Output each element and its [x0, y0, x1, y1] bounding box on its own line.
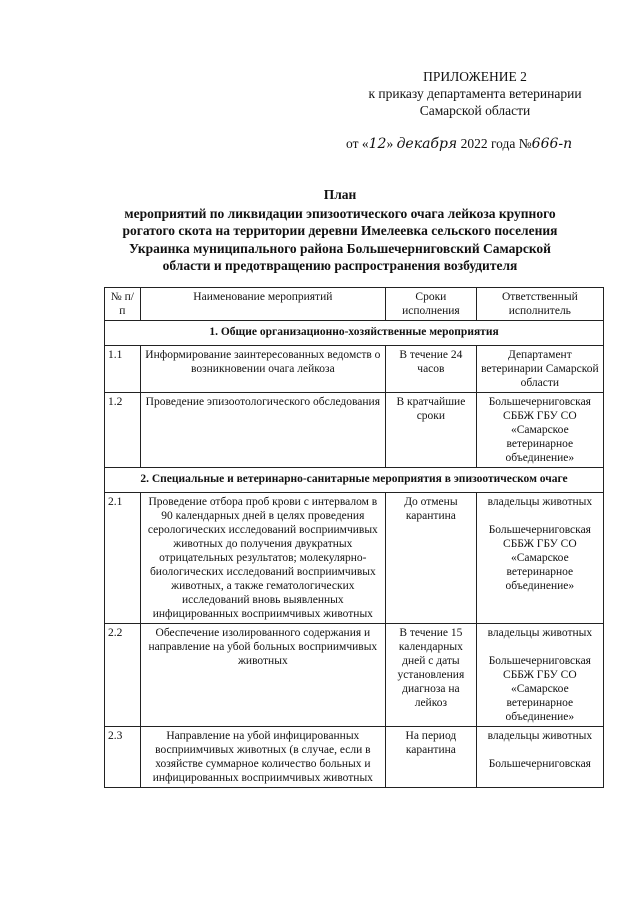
section-row-2 [105, 468, 604, 493]
section-row-1 [105, 321, 604, 346]
row-name: Обеспечение изолированного содержания и направление на убой больных восприимчивых животных [140, 624, 385, 727]
document-title [100, 186, 580, 275]
order-day: 12 [368, 136, 387, 152]
title-line-1: мероприятий по ликвидации эпизоотического очага лейкоза крупного [124, 205, 556, 221]
table-header-row [105, 288, 604, 321]
row-resp [476, 493, 603, 624]
appendix-title: ПРИЛОЖЕНИЕ 2 [423, 69, 527, 84]
order-year: 2022 года № [457, 136, 532, 151]
row-term: В кратчайшие сроки [386, 393, 477, 468]
title-line-2: рогатого скота на территории деревни Имелеевка сельского поселения [122, 223, 558, 238]
header-term: Сроки исполнения [386, 288, 477, 321]
appendix-order-ref: к приказу департамента ветеринарии [368, 86, 582, 101]
row-resp-secondary: Большечерниговская [488, 758, 591, 770]
order-month: декабря [396, 136, 458, 152]
row-resp-primary: Департамент ветеринарии Самарской области [481, 349, 599, 389]
table-row [105, 346, 604, 393]
section-title-1: 1. Общие организационно-хозяйственные мероприятия [105, 321, 604, 346]
table-row [105, 393, 604, 468]
row-resp-primary: Большечерниговская СББЖ ГБУ СО «Самарское ветеринарное объединение» [488, 396, 591, 464]
row-num: 2.3 [105, 727, 141, 788]
header-resp: Ответственный исполнитель [476, 288, 603, 321]
row-name: Проведение эпизоотологического обследования [140, 393, 385, 468]
title-line-3: Украинка муниципального района Большечерниговский Самарской [129, 240, 551, 256]
row-resp [476, 346, 603, 393]
row-resp-primary: владельцы животных [487, 496, 593, 508]
title-plan: План [323, 187, 357, 202]
title-line-4: области и предотвращению распространения возбудителя [162, 258, 518, 273]
row-resp [476, 727, 603, 788]
row-term: В течение 15 календарных дней с даты установления диагноза на лейкоз [386, 624, 477, 727]
plan-table [104, 287, 604, 788]
appendix-header [345, 68, 605, 119]
header-name: Наименование мероприятий [140, 288, 385, 321]
row-resp-secondary: Большечерниговская СББЖ ГБУ СО «Самарское ветеринарное объединение» [488, 524, 591, 592]
row-resp-primary: владельцы животных [487, 730, 593, 742]
row-resp-secondary: Большечерниговская СББЖ ГБУ СО «Самарское ветеринарное объединение» [488, 655, 591, 723]
table-row [105, 727, 604, 788]
row-num: 2.1 [105, 493, 141, 624]
row-resp [476, 393, 603, 468]
row-term: На период карантина [386, 727, 477, 788]
row-name: Направление на убой инфицированных восприимчивых животных (в случае, если в хозяйстве суммарное количество больных и инфицированных восприимчивых животных [140, 727, 385, 788]
row-term: В течение 24 часов [386, 346, 477, 393]
order-mid: » [386, 136, 397, 151]
row-num: 1.1 [105, 346, 141, 393]
table-row [105, 493, 604, 624]
order-prefix: от « [346, 136, 369, 151]
row-num: 2.2 [105, 624, 141, 727]
appendix-region: Самарской области [419, 103, 531, 118]
row-name: Информирование заинтересованных ведомств о возникновении очага лейкоза [140, 346, 385, 393]
table-row [105, 624, 604, 727]
row-name: Проведение отбора проб крови с интервалом в 90 календарных дней в целях проведения серологических исследований восприимчивых животных до получения двукратных отрицательных результатов; молекулярно-биологических исследований восприимчивых животных, а также гематологических исследований вновь выявленных инфицированных восприимчивых животных [140, 493, 385, 624]
header-num: № п/п [105, 288, 141, 321]
row-resp-primary: владельцы животных [487, 627, 593, 639]
order-date-line [346, 136, 626, 152]
section-title-2: 2. Специальные и ветеринарно-санитарные мероприятия в эпизоотическом очаге [105, 468, 604, 493]
order-number: 666-п [531, 136, 573, 152]
row-resp [476, 624, 603, 727]
row-num: 1.2 [105, 393, 141, 468]
row-term: До отмены карантина [386, 493, 477, 624]
